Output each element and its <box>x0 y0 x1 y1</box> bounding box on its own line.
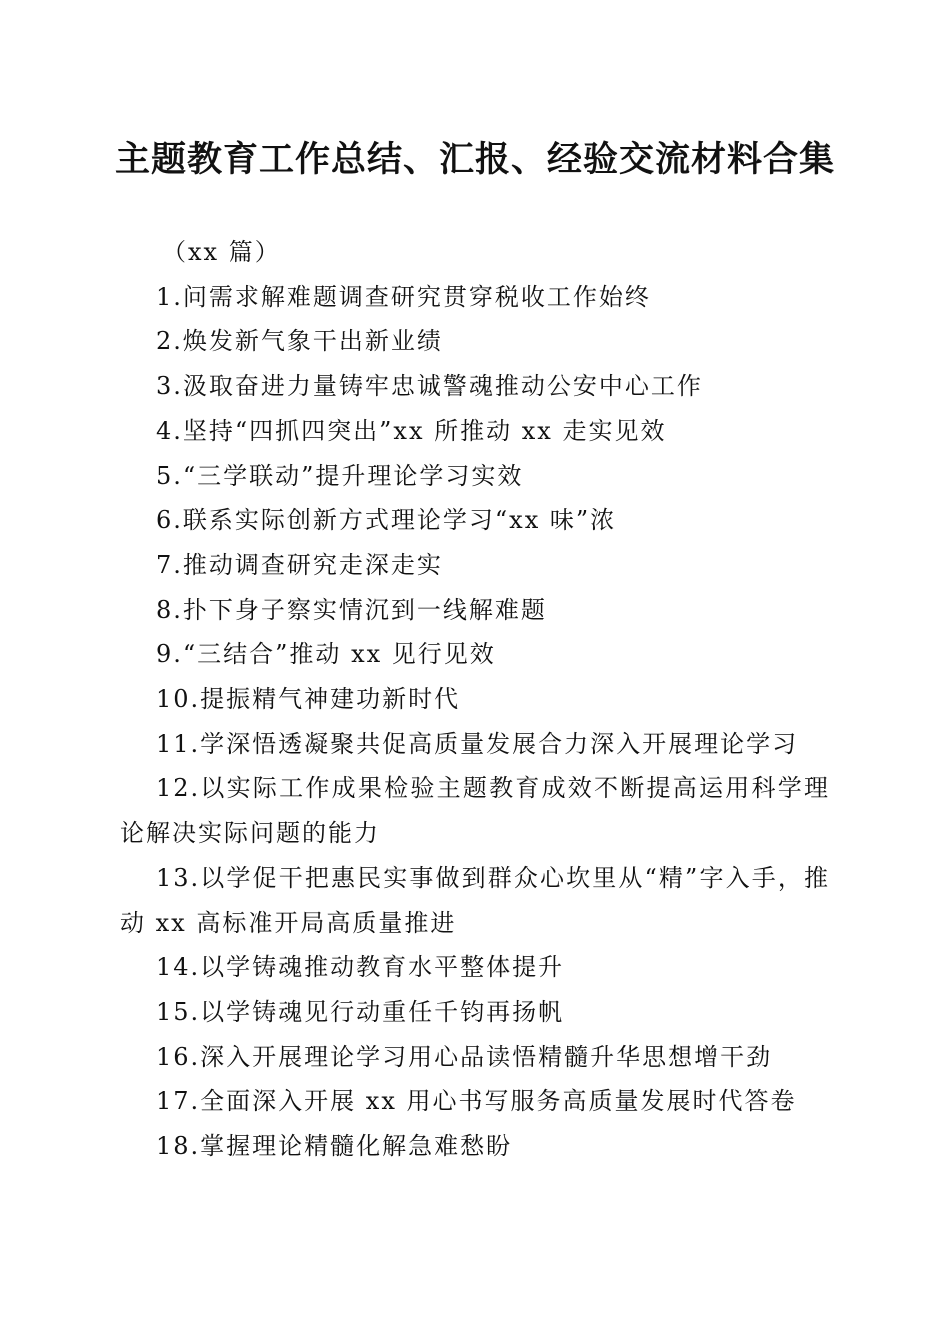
list-item: 5.“三学联动”提升理论学习实效 <box>156 461 524 490</box>
list-item: 1.问需求解难题调查研究贯穿税收工作始终 <box>156 282 651 311</box>
list-item: 12.以实际工作成果检验主题教育成效不断提高运用科学理论解决实际问题的能力 <box>120 774 830 848</box>
list-item: 10.提振精气神建功新时代 <box>156 685 461 714</box>
list-item: 9.“三结合”推动 xx 见行见效 <box>156 640 496 669</box>
list-item: 15.以学铸魂见行动重任千钧再扬帆 <box>156 997 565 1026</box>
list-item: 18.掌握理论精髓化解急难愁盼 <box>156 1132 513 1161</box>
document-subtitle: （xx 篇） <box>162 238 281 266</box>
document-body <box>120 230 830 1169</box>
list-item: 7.推动调查研究走深走实 <box>156 550 443 579</box>
list-item: 13.以学促干把惠民实事做到群众心坎里从“精”字入手，推动 xx 高标准开局高质量推进 <box>120 863 830 937</box>
document-title: 主题教育工作总结、汇报、经验交流材料合集 <box>114 139 835 180</box>
list-item: 4.坚持“四抓四突出”xx 所推动 xx 走实见效 <box>156 416 667 445</box>
list-item: 11.学深悟透凝聚共促高质量发展合力深入开展理论学习 <box>156 729 799 758</box>
list-item: 17.全面深入开展 xx 用心书写服务高质量发展时代答卷 <box>156 1087 797 1116</box>
list-item: 14.以学铸魂推动教育水平整体提升 <box>156 953 565 982</box>
list-item: 3.汲取奋进力量铸牢忠诚警魂推动公安中心工作 <box>156 372 703 401</box>
list-item: 8.扑下身子察实情沉到一线解难题 <box>156 595 547 624</box>
list-item: 2.焕发新气象干出新业绩 <box>156 327 443 356</box>
list-item: 16.深入开展理论学习用心品读悟精髓升华思想增干劲 <box>156 1042 773 1071</box>
list-item: 6.联系实际创新方式理论学习“xx 味”浓 <box>156 506 617 535</box>
